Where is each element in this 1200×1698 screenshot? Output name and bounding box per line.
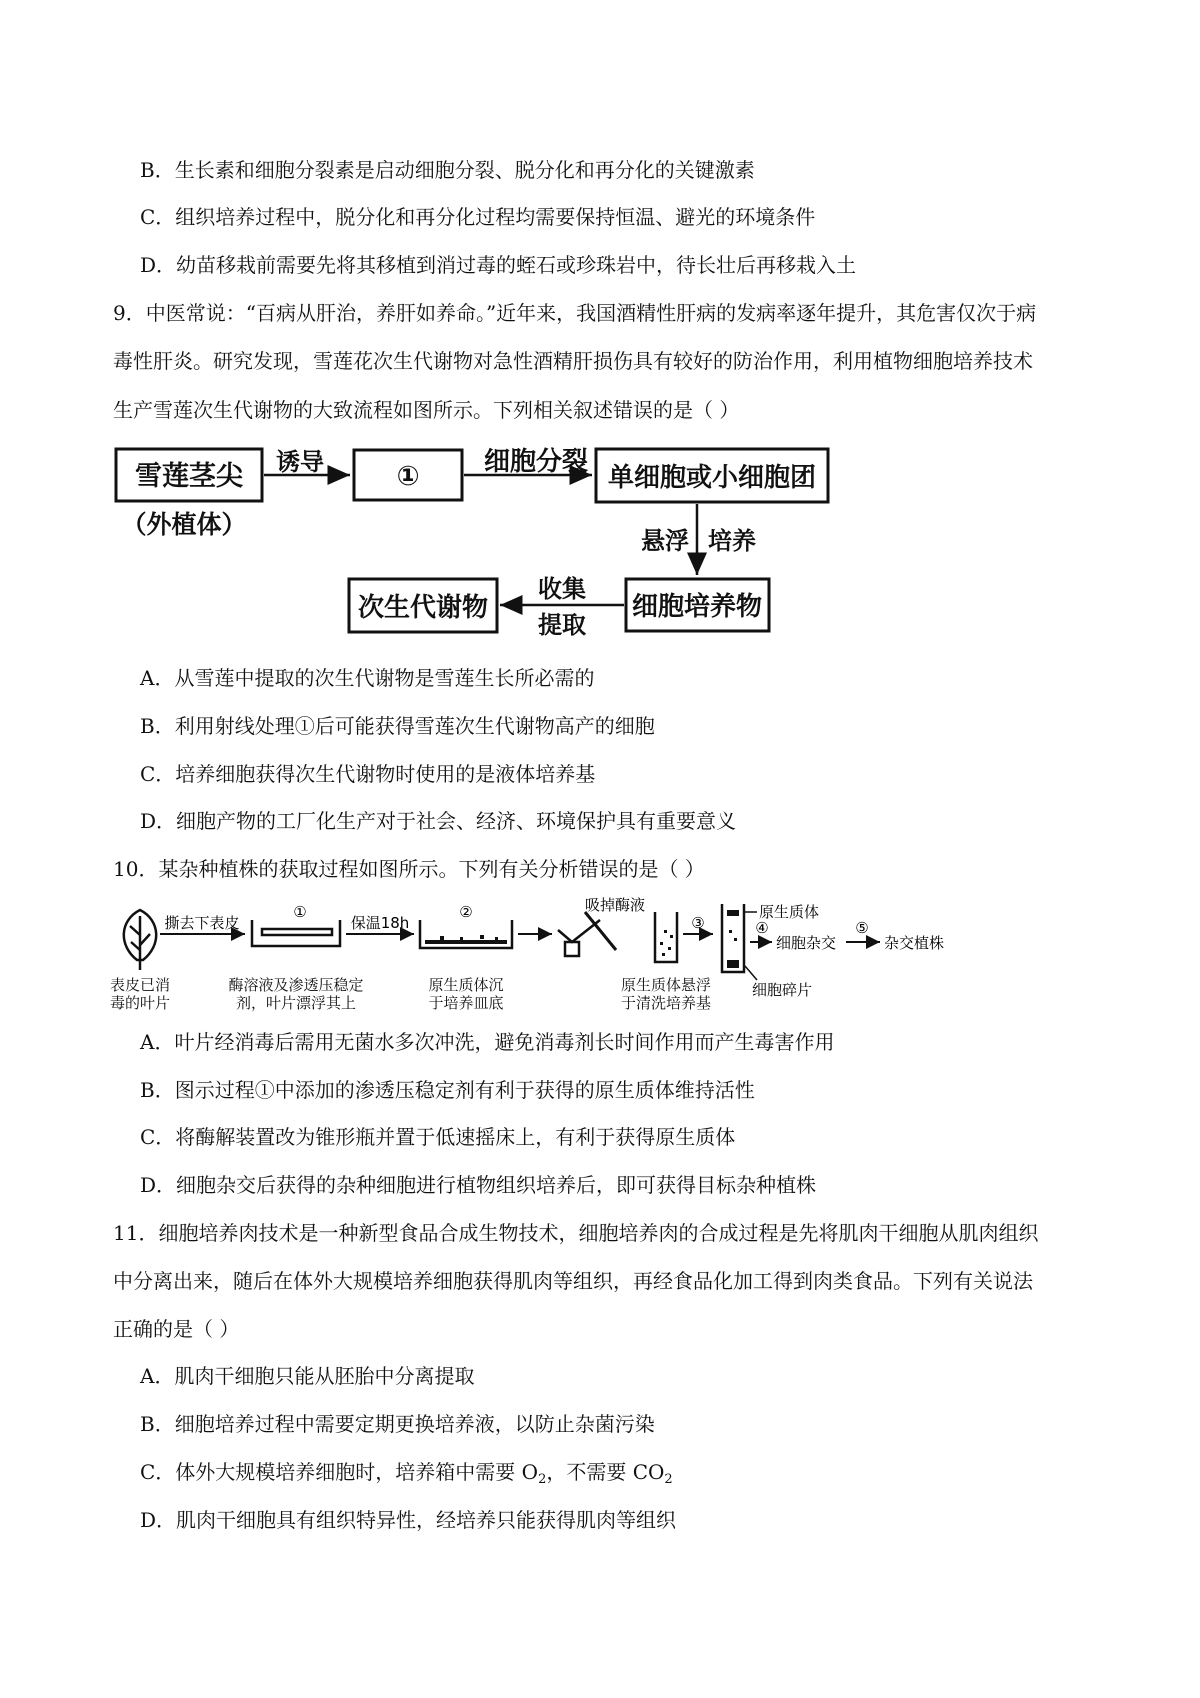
debris-label: 细胞碎片 — [752, 981, 813, 999]
arrow-culture-label: 培养 — [708, 527, 756, 555]
leaf-label-1: 表皮已消 — [109, 976, 171, 994]
arrow-warm-label: 保温18h — [350, 914, 410, 932]
box-metab-label: 次生代谢物 — [357, 593, 489, 623]
arrow-suspend-label: 悬浮 — [641, 527, 689, 555]
q9-stem-line-3: 生产雪莲次生代谢物的大致流程如图所示。下列相关叙述错误的是（ ） — [113, 398, 740, 422]
o2-subscript: 2 — [538, 1472, 547, 1487]
arrow-divide-label: 细胞分裂 — [483, 447, 589, 477]
arrow-induce-label: 诱导 — [276, 448, 324, 476]
q8-option-d: D．幼苗移栽前需要先将其移植到消过毒的蛭石或珍珠岩中，待长壮后再移栽入土 — [140, 253, 857, 277]
leaf-icon — [124, 910, 156, 970]
step-2-label: ② — [459, 903, 473, 921]
q11-option-a: A．肌肉干细胞只能从胚胎中分离提取 — [140, 1364, 475, 1388]
co2-subscript: 2 — [664, 1472, 673, 1487]
q8-option-c: C．组织培养过程中，脱分化和再分化过程均需要保持恒温、避光的环境条件 — [140, 205, 816, 229]
q11-option-c-middle: ，不需要 CO — [546, 1460, 665, 1484]
q11-stem-line-1: 11．细胞培养肉技术是一种新型食品合成生物技术，细胞培养肉的合成过程是先将肌肉干细胞从肌肉组织 — [113, 1221, 1039, 1245]
tube-1-label-1: 原生质体悬浮 — [620, 976, 712, 994]
q11-stem-line-3: 正确的是（ ） — [113, 1317, 240, 1341]
dish-2-label-2: 于培养皿底 — [428, 994, 504, 1012]
tube-1-icon — [655, 912, 677, 962]
q10-stem: 10．某杂种植株的获取过程如图所示。下列有关分析错误的是（ ） — [113, 857, 705, 881]
step-5-label: ⑤ — [855, 919, 869, 937]
q11-option-d: D．肌肉干细胞具有组织特异性，经培养只能获得肌肉等组织 — [140, 1508, 677, 1532]
q9-stem-line-1: 9．中医常说：“百病从肝治，养肝如养命。”近年来，我国酒精性肝病的发病率逐年提升，其危害仅次于病 — [113, 301, 1037, 325]
arrow-collect-label: 收集 — [538, 575, 586, 603]
box-explant-label: 雪莲茎尖 — [135, 461, 243, 492]
q10-process-figure — [0, 890, 1200, 1020]
plant-label: 杂交植株 — [884, 934, 945, 952]
arrow-extract-label: 提取 — [538, 611, 586, 639]
tube-1-label-2: 于清洗培养基 — [620, 994, 712, 1012]
box-one-label: ① — [396, 461, 420, 492]
dish-2-protoplasts — [425, 935, 507, 944]
q10-option-b: B．图示过程①中添加的渗透压稳定剂有利于获得的原生质体维持活性 — [140, 1078, 755, 1102]
step-1-label: ① — [293, 903, 307, 921]
pipette-icon — [585, 912, 616, 950]
dish-2-label-1: 原生质体沉 — [428, 976, 504, 994]
q9-stem-line-2: 毒性肝炎。研究发现，雪莲花次生代谢物对急性酒精肝损伤具有较好的防治作用，利用植物细胞培养技术 — [113, 349, 1033, 373]
q9-flowchart — [0, 0, 1200, 660]
dish-1-icon — [252, 920, 340, 946]
tilted-dish-icon — [558, 920, 600, 956]
suck-label: 吸掉酶液 — [584, 896, 646, 914]
q9-option-c: C．培养细胞获得次生代谢物时使用的是液体培养基 — [140, 762, 596, 786]
q11-option-c-prefix: C．体外大规模培养细胞时，培养箱中需要 O — [140, 1460, 539, 1484]
debris-pointer — [745, 966, 757, 980]
tube-2-layers — [727, 910, 739, 968]
arrow-peel-label: 撕去下表皮 — [164, 914, 240, 932]
q10-option-a: A．叶片经消毒后需用无菌水多次冲洗，避免消毒剂长时间作用而产生毒害作用 — [140, 1030, 835, 1054]
q9-option-a: A．从雪莲中提取的次生代谢物是雪莲生长所必需的 — [140, 666, 595, 690]
q8-option-b: B．生长素和细胞分裂素是启动细胞分裂、脱分化和再分化的关键激素 — [140, 158, 755, 182]
tube-1-suspension — [660, 930, 673, 956]
dish-1-label-1: 酶溶液及渗透压稳定 — [228, 976, 364, 994]
q11-option-b: B．细胞培养过程中需要定期更换培养液，以防止杂菌污染 — [140, 1412, 655, 1436]
q9-option-d: D．细胞产物的工厂化生产对于社会、经济、环境保护具有重要意义 — [140, 809, 737, 833]
leaf-label-2: 毒的叶片 — [109, 994, 171, 1012]
dish-1-label-2: 剂，叶片漂浮其上 — [235, 994, 357, 1012]
step-4-label: ④ — [755, 919, 769, 937]
q10-option-c: C．将酶解装置改为锥形瓶并置于低速摇床上，有利于获得原生质体 — [140, 1125, 736, 1149]
q11-stem-line-2: 中分离出来，随后在体外大规模培养细胞获得肌肉等组织，再经食品化加工得到肉类食品。下列有关说法 — [113, 1269, 1033, 1293]
box-culture-label: 细胞培养物 — [631, 592, 763, 622]
q11-option-c — [140, 1460, 673, 1487]
explant-note: （外植体） — [121, 510, 247, 539]
fusion-label: 细胞杂交 — [776, 934, 837, 952]
q10-option-d: D．细胞杂交后获得的杂种细胞进行植物组织培养后，即可获得目标杂种植株 — [140, 1173, 817, 1197]
proto-label: 原生质体 — [759, 903, 820, 921]
box-single-label: 单细胞或小细胞团 — [607, 463, 817, 493]
step-3-label: ③ — [691, 914, 705, 932]
q9-option-b: B．利用射线处理①后可能获得雪莲次生代谢物高产的细胞 — [140, 714, 655, 738]
